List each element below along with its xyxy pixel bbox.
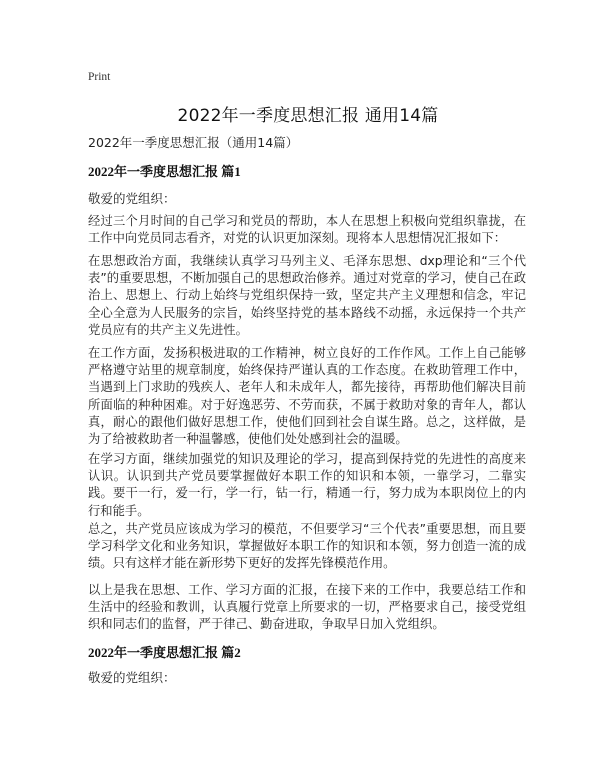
paragraph: 在学习方面，继续加强党的知识及理论的学习，提高到保持党的先进性的高度来认识。认识到共产党员要掌握做好本职工作的知识和本领，一靠学习，二靠实践。要干一行，爱一行，学一行，钻一行，精通一行，努力成为本职岗位上的内行和能手。 <box>88 452 526 518</box>
paragraph: 在工作方面，发扬积极进取的工作精神，树立良好的工作作风。工作上自己能够严格遵守站里的规章制度，始终保持严谨认真的工作态度。在救助管理工作中，当遇到上门求助的残疾人、老年人和未成年人，都先接待，再帮助他们解决目前所面临的种种困难。对于好逸恶劳、不劳而获，不属于救助对象的青年人，都认真，耐心的跟他们做好思想工作，使他们回到社会自谋生路。总之，这样做，是为了给被救助者一种温馨感，使他们处处感到社会的温暖。 <box>88 346 526 447</box>
document-title: 2022年一季度思想汇报 通用14篇 <box>177 106 439 126</box>
document-subtitle: 2022年一季度思想汇报（通用14篇） <box>88 135 299 150</box>
section-1-heading: 2022年一季度思想汇报 篇1 <box>88 164 241 179</box>
section-2-heading: 2022年一季度思想汇报 篇2 <box>88 645 241 660</box>
paragraph: 经过三个月时间的自己学习和党员的帮助，本人在思想上积极向党组织靠拢，在工作中向党员同志看齐，对党的认识更加深刻。现将本人思想情况汇报如下： <box>88 214 526 246</box>
paragraph: 以上是我在思想、工作、学习方面的汇报，在接下来的工作中，我要总结工作和生活中的经验和教训，认真履行党章上所要求的一切，严格要求自己，接受党组织和同志们的监督，严于律己、勤奋进取，争取早日加入党组织。 <box>88 583 526 632</box>
section-2-salutation: 敬爱的党组织： <box>88 670 176 685</box>
section-1-salutation: 敬爱的党组织： <box>88 191 176 206</box>
print-label: Print <box>88 71 111 83</box>
paragraph: 在思想政治方面，我继续认真学习马列主义、毛泽东思想、dxp理论和“三个代表”的重要思想，不断加强自己的思想政治修养。通过对党章的学习，使自己在政治上、思想上、行动上始终与党组织保持一致，坚定共产主义理想和信念，牢记全心全意为人民服务的宗旨，始终坚持党的基本路线不动摇，永远保持一个共产党员应有的共产主义先进性。 <box>88 254 526 337</box>
paragraph: 总之，共产党员应该成为学习的模范，不但要学习“三个代表”重要思想，而且要学习科学文化和业务知识，掌握做好本职工作的知识和本领，努力创造一流的成绩。只有这样才能在新形势下更好的发挥先锋模范作用。 <box>88 522 526 571</box>
